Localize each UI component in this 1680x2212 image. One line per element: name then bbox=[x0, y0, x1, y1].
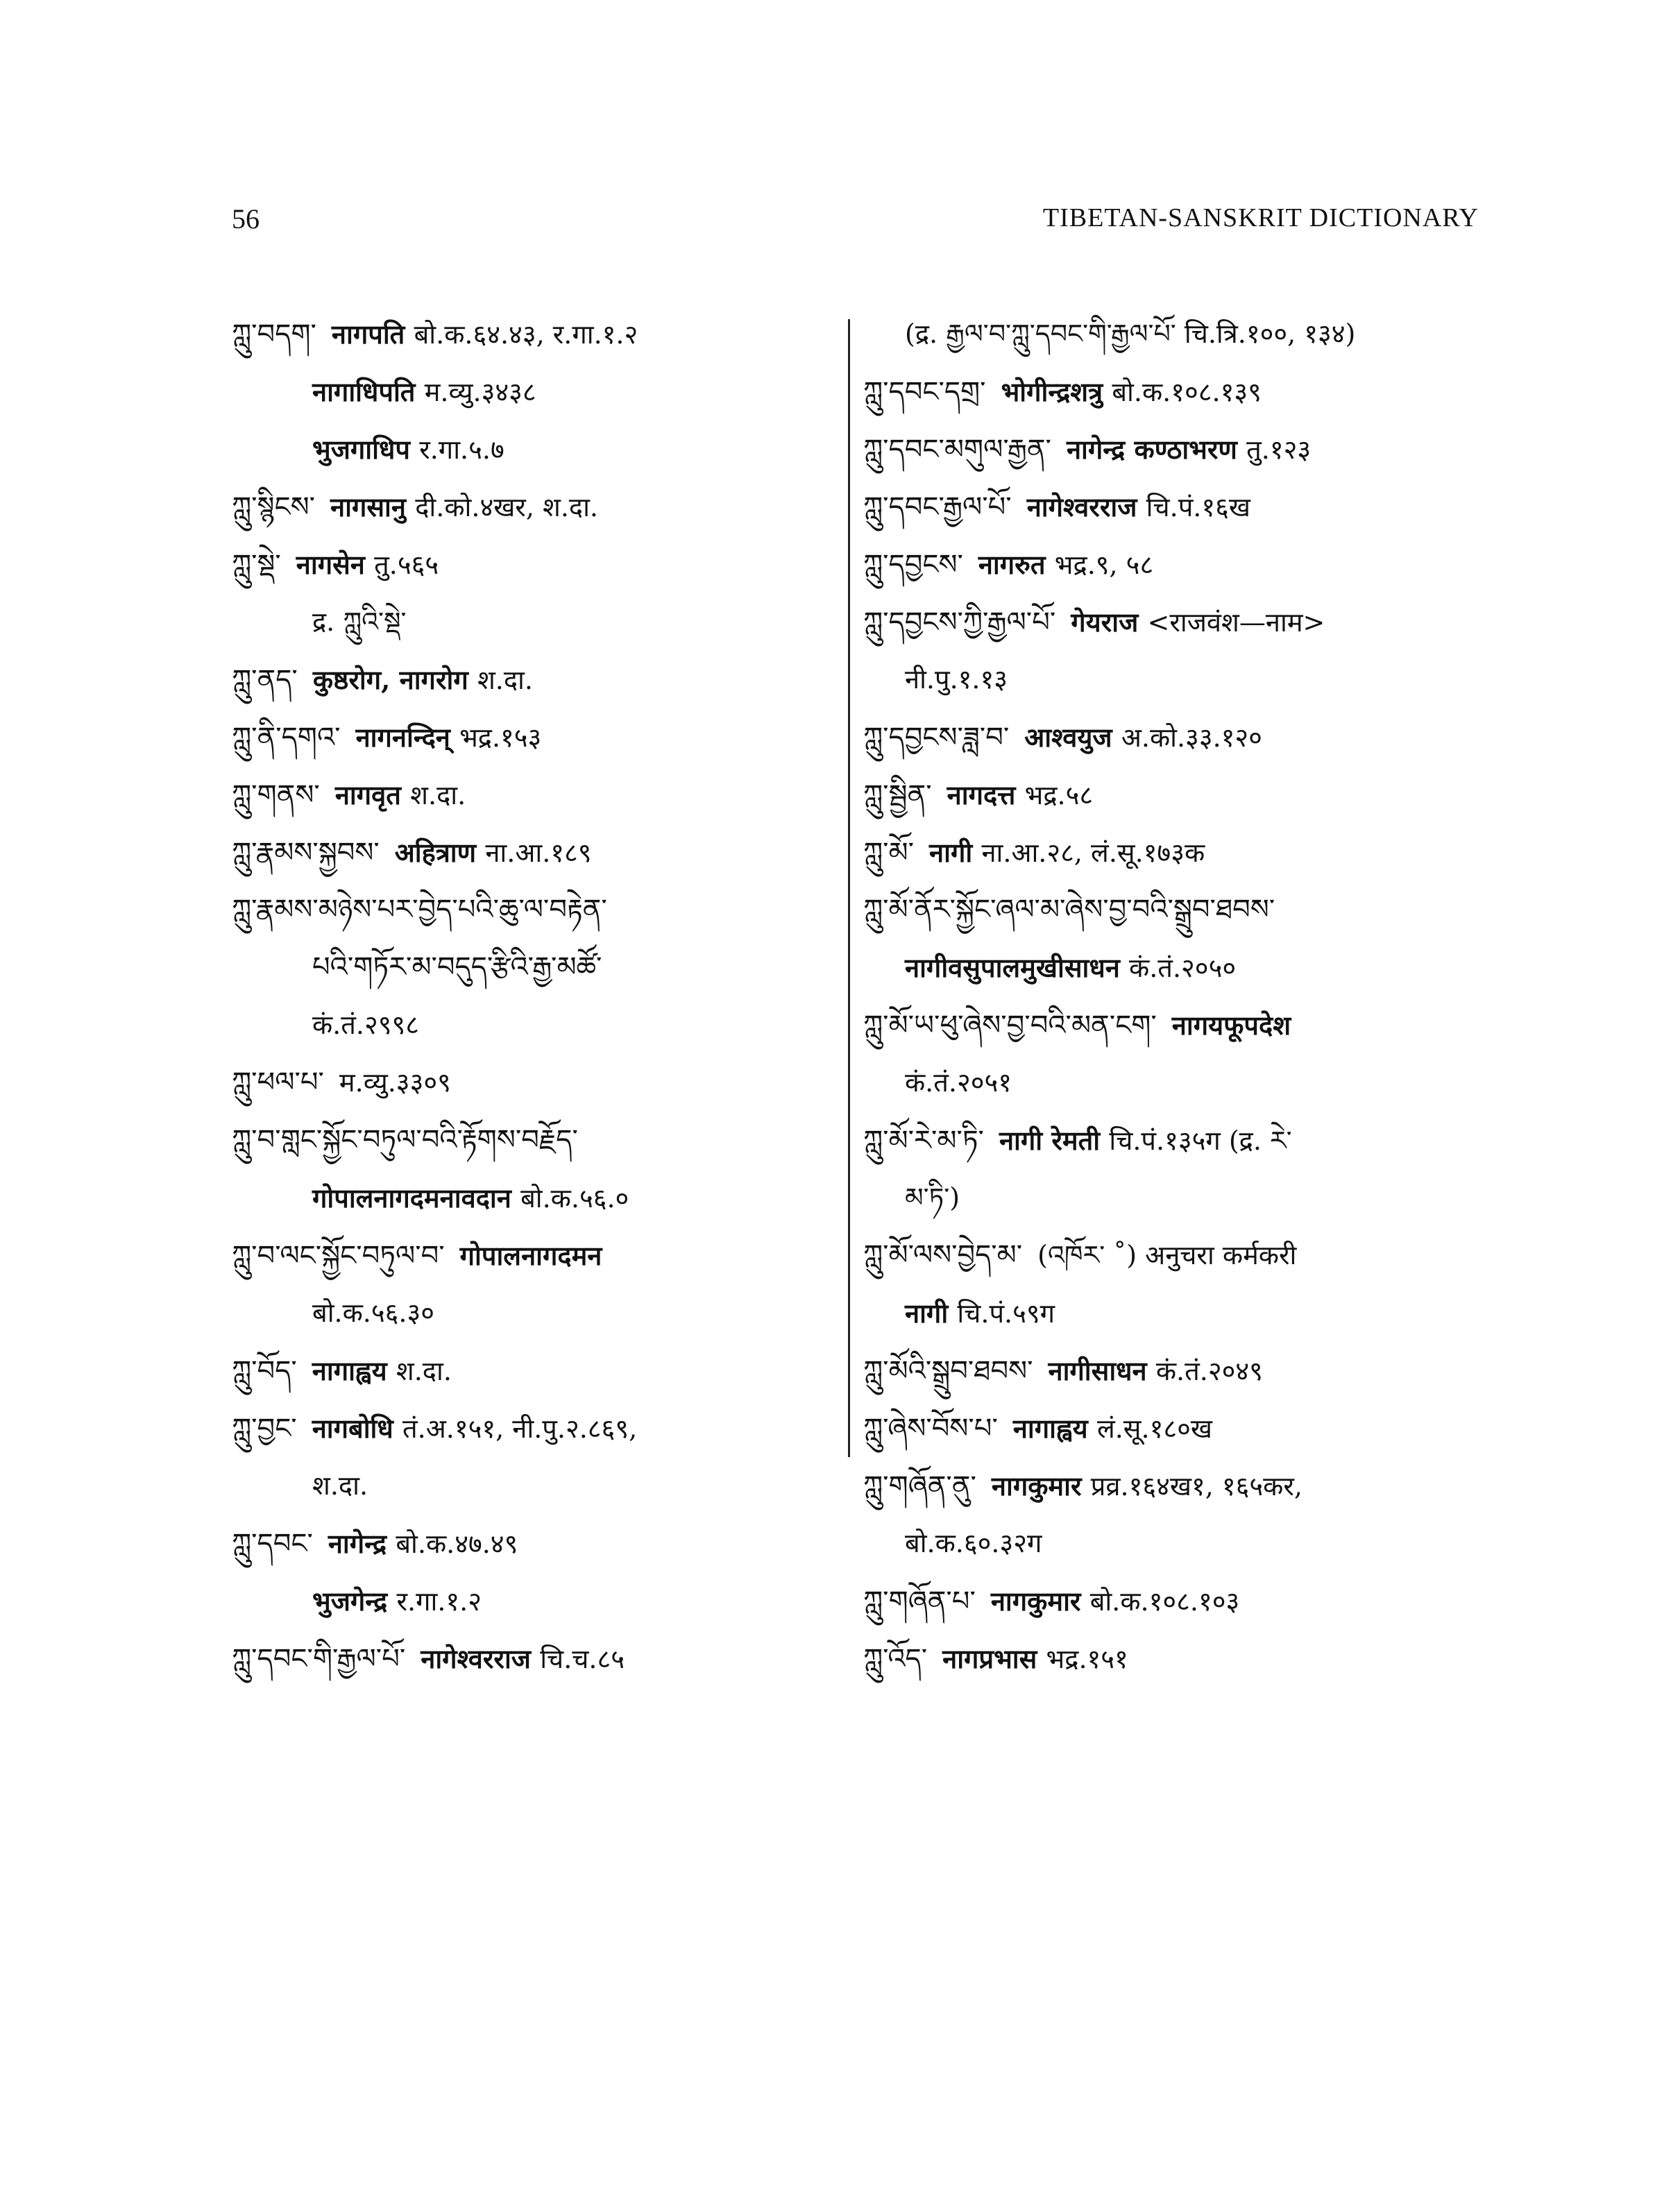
source-reference: बो.क.६०.३२ग bbox=[905, 1528, 1042, 1558]
tibetan-headword: ཀླུ་མོ་ལས་བྱེད་མ་ bbox=[863, 1239, 1023, 1271]
source-reference: म.व्यु.३४३८ bbox=[424, 377, 536, 407]
sanskrit-equivalent: नागवृत bbox=[334, 779, 411, 810]
source-reference: ना.आ.२८, लं.सू.१७३क bbox=[981, 837, 1205, 868]
sanskrit-equivalent: नागीवसुपालमुखीसाधन bbox=[905, 952, 1130, 983]
source-reference: तु.१२३ bbox=[1246, 434, 1312, 465]
sanskrit-equivalent: नागप्रभास bbox=[942, 1643, 1046, 1674]
sanskrit-equivalent: नागसेन bbox=[296, 549, 375, 580]
column-rule bbox=[848, 319, 850, 1457]
dictionary-entry-line bbox=[863, 1054, 1488, 1112]
dictionary-entry-line bbox=[863, 1169, 1488, 1227]
running-head: TIBETAN-SANSKRIT DICTIONARY bbox=[1042, 203, 1479, 232]
source-reference: बो.क.६४.४३, र.गा.१.२ bbox=[414, 319, 638, 350]
source-reference: प्रव्र.१६४ख१, १६५कर, bbox=[1090, 1471, 1303, 1501]
dictionary-entry-line bbox=[863, 1572, 1488, 1630]
dictionary-entry-line bbox=[232, 1630, 829, 1687]
tibetan-headword: ཀླུ་མོའི་སྒྲུབ་ཐབས་ bbox=[863, 1355, 1033, 1387]
sanskrit-equivalent: नागाह्वय bbox=[1012, 1413, 1097, 1444]
tibetan-headword: ཀླུ་དབང་མགུལ་རྒྱན་ bbox=[863, 434, 1051, 466]
dictionary-entry-line bbox=[863, 824, 1488, 881]
dictionary-entry-line bbox=[232, 536, 829, 593]
dictionary-entry-line bbox=[863, 363, 1488, 420]
dictionary-entry-line bbox=[863, 996, 1488, 1054]
sanskrit-equivalent: नागरुत bbox=[978, 549, 1055, 580]
tibetan-headword: ཀླུ་དབང་དགྲ་ bbox=[863, 376, 986, 408]
dictionary-entry-line bbox=[232, 1399, 829, 1457]
source-reference: र.गा.१.२ bbox=[396, 1586, 482, 1617]
dictionary-entry-line bbox=[863, 536, 1488, 593]
sanskrit-equivalent: भुजगाधिप bbox=[312, 434, 420, 465]
tibetan-headword: པའི་གཏོར་མ་བདུད་རྩིའི་རྒྱ་མཚོ་ bbox=[312, 951, 602, 983]
dictionary-entry-line bbox=[863, 881, 1488, 939]
dictionary-entry-line bbox=[863, 939, 1488, 996]
source-reference: म.व्यु.३३०९ bbox=[339, 1067, 451, 1098]
dictionary-entry-line bbox=[232, 1457, 829, 1515]
dictionary-entry-line bbox=[232, 1284, 829, 1342]
dictionary-entry-line bbox=[232, 1227, 829, 1284]
tibetan-headword: ཀླུ་རྣམས་སྐྱབས་ bbox=[232, 837, 380, 869]
sanskrit-equivalent: नागीसाधन bbox=[1048, 1355, 1156, 1386]
dictionary-entry-line bbox=[863, 1112, 1488, 1169]
source-reference: कं.तं.२०५० bbox=[1129, 953, 1237, 983]
tibetan-headword: ཀླུ་གཞོན་ནུ་ bbox=[863, 1470, 976, 1502]
source-reference: चि.पं.१३५ग (द्र. རེ་ bbox=[1109, 1125, 1292, 1156]
sanskrit-equivalent: नागेन्द्र bbox=[328, 1528, 396, 1559]
tibetan-headword: ཀླུ་བ་གླང་སྐྱོང་བཏུལ་བའི་རྟོགས་བརྗོད་ bbox=[232, 1124, 578, 1156]
dictionary-entry-line bbox=[863, 708, 1488, 766]
source-reference: बो.क.१०८.१०३ bbox=[1089, 1586, 1240, 1617]
dictionary-entry-line bbox=[232, 305, 829, 363]
source-reference: दी.को.४खर, श.दा. bbox=[415, 492, 599, 522]
source-reference: बो.क.१०८.१३९ bbox=[1112, 377, 1262, 407]
tibetan-headword: ཀླུ་དབང་གི་རྒྱལ་པོ་ bbox=[232, 1643, 406, 1675]
source-reference: མ་ཏི་) bbox=[905, 1182, 960, 1213]
dictionary-entry-line bbox=[232, 1342, 829, 1399]
dictionary-entry-line bbox=[863, 1457, 1488, 1515]
source-reference: कं.तं.२९९८ bbox=[312, 1010, 420, 1040]
tibetan-headword: ཀླུ་བོད་ bbox=[232, 1355, 297, 1387]
source-reference: कं.तं.२०५१ bbox=[905, 1067, 1012, 1098]
dictionary-entry-line bbox=[232, 708, 829, 766]
tibetan-headword: ཀླུ་བ་ལང་སྐྱོང་བཏུལ་བ་ bbox=[232, 1240, 445, 1272]
tibetan-headword: ཀླུ་མོ་ནོར་སྐྱོང་ཞལ་མ་ཞེས་བྱ་བའི་སྒྲུབ་ཐབས་ bbox=[863, 894, 1275, 926]
dictionary-entry-line bbox=[232, 939, 829, 996]
sanskrit-equivalent: गोपालनागदमन bbox=[459, 1240, 602, 1271]
dictionary-entry-line bbox=[863, 1515, 1488, 1572]
source-reference: बो.क.५६.३० bbox=[312, 1298, 435, 1328]
sanskrit-equivalent: भुजगेन्द्र bbox=[312, 1585, 397, 1617]
dictionary-entry-line bbox=[863, 1399, 1488, 1457]
sanskrit-equivalent: कुष्ठरोग, नागरोग bbox=[312, 664, 477, 695]
dictionary-entry-line bbox=[232, 1572, 829, 1630]
sanskrit-equivalent: नागी रेमती bbox=[999, 1125, 1110, 1156]
dictionary-entry-line bbox=[232, 651, 829, 708]
tibetan-headword: ཀླུ་སྦྱིན་ bbox=[863, 779, 932, 811]
sanskrit-equivalent: नागदत्त bbox=[947, 779, 1025, 810]
tibetan-headword: ཀླུ་འོད་ bbox=[863, 1643, 928, 1675]
tibetan-headword: ཀླུ་དབྱངས་ཟླ་བ་ bbox=[863, 722, 1010, 754]
source-reference: तु.५६५ bbox=[374, 550, 439, 580]
sanskrit-equivalent: नागी bbox=[929, 837, 982, 868]
tibetan-headword: ཀླུ་སྡེ་ bbox=[232, 549, 281, 581]
sanskrit-equivalent: नागयफूपदेश bbox=[1171, 1010, 1291, 1041]
source-reference: श.दा. bbox=[410, 780, 466, 810]
tibetan-headword: ཀླུ་མོ་ཡ་ཕུ་ཞེས་བྱ་བའི་མན་ངག་ bbox=[863, 1010, 1157, 1041]
sanskrit-equivalent: नागाह्वय bbox=[312, 1355, 396, 1386]
source-reference: कं.तं.२०४९ bbox=[1155, 1356, 1263, 1386]
tibetan-headword: ཀླུ་སྙིངས་ bbox=[232, 491, 316, 523]
source-reference: भद्र.१५१ bbox=[1046, 1644, 1128, 1674]
dictionary-entry-line bbox=[863, 478, 1488, 536]
source-reference: लं.सू.१८०ख bbox=[1096, 1413, 1212, 1444]
sanskrit-equivalent: नागेन्द्र कण्ठाभरण bbox=[1066, 434, 1247, 465]
tibetan-headword: ཀླུ་དབང་ bbox=[232, 1528, 313, 1560]
source-reference: अ.को.३३.१२० bbox=[1121, 722, 1262, 753]
dictionary-entry-line bbox=[863, 766, 1488, 824]
tibetan-headword: ཀླུ་བྱང་ bbox=[232, 1413, 297, 1445]
dictionary-entry-line bbox=[863, 1284, 1488, 1342]
tibetan-headword: ཀླུ་ཞེས་བོས་པ་ bbox=[863, 1413, 998, 1445]
tibetan-headword: ཀླུ་དབྱངས་ bbox=[863, 549, 963, 581]
source-reference: (द्र. རྒྱལ་བ་ཀླུ་དབང་གི་རྒྱལ་པོ་ चि.त्रि.१००, १३४) bbox=[905, 318, 1356, 349]
tibetan-headword: ཀླུ་བདག་ bbox=[232, 318, 316, 350]
left-column bbox=[232, 305, 829, 1687]
dictionary-entry-line bbox=[232, 766, 829, 824]
source-reference: बो.क.४७.४९ bbox=[396, 1529, 518, 1559]
page-number: 56 bbox=[232, 203, 260, 235]
dictionary-entry-line bbox=[863, 420, 1488, 478]
dictionary-entry-line bbox=[232, 420, 829, 478]
tibetan-headword: ཀླུ་རྣམས་མཉེས་པར་བྱེད་པའི་ཆུ་ལ་བརྟེན་ bbox=[232, 894, 607, 926]
sanskrit-equivalent: नागकुमार bbox=[990, 1585, 1090, 1617]
source-reference: बो.क.५६.० bbox=[520, 1183, 629, 1214]
source-reference: द्र. ཀླུའི་སྡེ་ bbox=[312, 606, 407, 637]
dictionary-entry-line bbox=[863, 651, 1488, 708]
sanskrit-equivalent: नागबोधि bbox=[312, 1413, 402, 1444]
tibetan-headword: ཀླུ་མོ་རེ་མ་ཏི་ bbox=[863, 1125, 984, 1157]
source-reference: भद्र.९, ५८ bbox=[1054, 550, 1154, 580]
dictionary-entry-line bbox=[232, 363, 829, 420]
dictionary-entry-line bbox=[232, 1169, 829, 1227]
dictionary-entry-line bbox=[232, 1054, 829, 1112]
dictionary-entry-line bbox=[863, 593, 1488, 651]
sanskrit-equivalent: अहित्राण bbox=[394, 837, 486, 868]
tibetan-headword: ཀླུ་དབྱངས་ཀྱི་རྒྱལ་པོ་ bbox=[863, 606, 1056, 638]
source-reference: श.दा. bbox=[396, 1356, 452, 1386]
dictionary-entry-line bbox=[863, 1630, 1488, 1687]
source-reference: श.दा. bbox=[312, 1470, 368, 1501]
dictionary-entry-line bbox=[232, 593, 829, 651]
sanskrit-equivalent: नागसानु bbox=[330, 491, 416, 522]
source-reference: ना.आ.१८९ bbox=[485, 837, 592, 868]
tibetan-headword: ཀླུ་ཕལ་པ་ bbox=[232, 1066, 324, 1098]
dictionary-entry-line bbox=[863, 1227, 1488, 1284]
sanskrit-equivalent: नागाधिपति bbox=[312, 376, 425, 407]
source-reference: चि.च.८५ bbox=[540, 1644, 625, 1674]
sanskrit-equivalent: गेयराज bbox=[1071, 606, 1148, 638]
source-reference: श.दा. bbox=[477, 665, 533, 695]
source-reference: (འཁོར་ ˚) अनुचरा कर्मकरी bbox=[1037, 1240, 1297, 1270]
sanskrit-equivalent: आश्वयुज bbox=[1024, 722, 1121, 753]
source-reference: तं.अ.१५१, नी.पु.२.८६९, bbox=[402, 1413, 638, 1444]
tibetan-headword: ཀླུ་ནད་ bbox=[232, 664, 298, 696]
dictionary-entry-line bbox=[232, 881, 829, 939]
source-reference: <राजवंश—नाम> bbox=[1147, 607, 1325, 638]
source-reference: भद्र.१५३ bbox=[459, 722, 542, 753]
source-reference: र.गा.५.७ bbox=[419, 434, 504, 465]
sanskrit-equivalent: नागनन्दिन् bbox=[355, 722, 460, 753]
dictionary-entry-line bbox=[232, 824, 829, 881]
dictionary-entry-line bbox=[232, 1515, 829, 1572]
right-column bbox=[863, 305, 1488, 1687]
sanskrit-equivalent: नागी bbox=[905, 1298, 958, 1329]
tibetan-headword: ཀླུ་ནི་དགའ་ bbox=[232, 722, 341, 754]
dictionary-entry-line bbox=[232, 478, 829, 536]
tibetan-headword: ཀླུ་གནས་ bbox=[232, 779, 320, 811]
sanskrit-equivalent: नागपति bbox=[331, 318, 414, 350]
sanskrit-equivalent: गोपालनागदमनावदान bbox=[312, 1182, 521, 1214]
tibetan-headword: ཀླུ་གཞོན་པ་ bbox=[863, 1585, 976, 1617]
dictionary-entry-line bbox=[232, 1112, 829, 1169]
source-reference: भद्र.५८ bbox=[1024, 780, 1094, 810]
dictionary-entry-line bbox=[863, 305, 1488, 363]
tibetan-headword: ཀླུ་དབང་རྒྱལ་པོ་ bbox=[863, 491, 1012, 523]
dictionary-entry-line bbox=[863, 1342, 1488, 1399]
source-reference: चि.पं.१६ख bbox=[1146, 492, 1250, 522]
source-reference: चि.पं.५९ग bbox=[957, 1298, 1055, 1329]
sanskrit-equivalent: भोगीन्द्रशत्रु bbox=[1001, 376, 1112, 407]
sanskrit-equivalent: नागेश्वरराज bbox=[1026, 491, 1146, 522]
source-reference: नी.पु.१.१३ bbox=[905, 664, 1008, 695]
sanskrit-equivalent: नागकुमार bbox=[991, 1470, 1091, 1501]
dictionary-entry-line bbox=[232, 996, 829, 1054]
sanskrit-equivalent: नागेश्वरराज bbox=[421, 1643, 541, 1674]
tibetan-headword: ཀླུ་མོ་ bbox=[863, 837, 915, 869]
